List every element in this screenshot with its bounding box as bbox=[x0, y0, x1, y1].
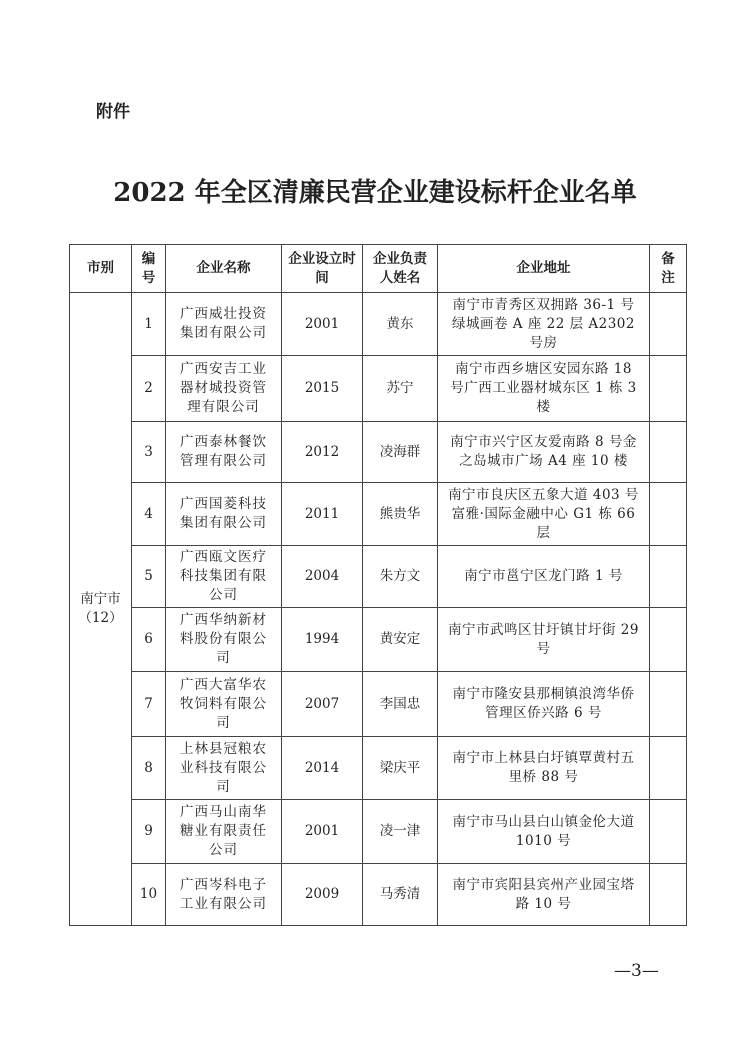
row-leader: 熊贵华 bbox=[363, 483, 438, 546]
row-remark bbox=[650, 546, 687, 608]
row-founded: 2015 bbox=[282, 356, 363, 422]
row-leader: 马秀清 bbox=[363, 864, 438, 926]
row-num: 8 bbox=[132, 737, 166, 800]
row-num: 10 bbox=[132, 864, 166, 926]
header-name: 企业名称 bbox=[166, 245, 282, 293]
row-remark bbox=[650, 422, 687, 483]
table-row bbox=[70, 608, 687, 672]
row-remark bbox=[650, 737, 687, 800]
row-leader: 凌一津 bbox=[363, 800, 438, 864]
row-founded: 2001 bbox=[282, 293, 363, 356]
city-name: 南宁市 bbox=[80, 591, 121, 607]
row-founded: 2007 bbox=[282, 672, 363, 737]
row-name: 广西大富华农牧饲料有限公司 bbox=[166, 672, 282, 737]
enterprise-table bbox=[69, 244, 687, 926]
row-name: 广西岑科电子工业有限公司 bbox=[166, 864, 282, 926]
header-founded: 企业设立时间 bbox=[282, 245, 363, 293]
row-remark bbox=[650, 672, 687, 737]
row-leader: 黄东 bbox=[363, 293, 438, 356]
row-address: 南宁市兴宁区友爱南路 8 号金之岛城市广场 A4 座 10 楼 bbox=[438, 422, 650, 483]
page-title: 2022 年全区清廉民营企业建设标杆企业名单 bbox=[113, 178, 637, 208]
row-leader: 朱方文 bbox=[363, 546, 438, 608]
row-remark bbox=[650, 356, 687, 422]
table-row bbox=[70, 483, 687, 546]
row-num: 9 bbox=[132, 800, 166, 864]
header-remark: 备注 bbox=[650, 245, 687, 293]
row-address: 南宁市青秀区双拥路 36-1 号绿城画卷 A 座 22 层 A2302 号房 bbox=[438, 293, 650, 356]
row-num: 2 bbox=[132, 356, 166, 422]
table-row bbox=[70, 864, 687, 926]
row-name: 广西华纳新材料股份有限公司 bbox=[166, 608, 282, 672]
row-num: 4 bbox=[132, 483, 166, 546]
table-row bbox=[70, 800, 687, 864]
row-remark bbox=[650, 864, 687, 926]
row-leader: 黄安定 bbox=[363, 608, 438, 672]
row-name: 广西泰林餐饮管理有限公司 bbox=[166, 422, 282, 483]
table-header-row bbox=[70, 245, 687, 293]
table-row bbox=[70, 672, 687, 737]
row-address: 南宁市宾阳县宾州产业园宝塔路 10 号 bbox=[438, 864, 650, 926]
row-founded: 2001 bbox=[282, 800, 363, 864]
row-leader: 凌海群 bbox=[363, 422, 438, 483]
page-number: —3— bbox=[614, 961, 659, 981]
row-remark bbox=[650, 608, 687, 672]
row-name: 广西国菱科技集团有限公司 bbox=[166, 483, 282, 546]
row-num: 1 bbox=[132, 293, 166, 356]
row-address: 南宁市武鸣区甘圩镇甘圩街 29 号 bbox=[438, 608, 650, 672]
row-leader: 梁庆平 bbox=[363, 737, 438, 800]
table-row bbox=[70, 356, 687, 422]
row-name: 广西瓯文医疗科技集团有限公司 bbox=[166, 546, 282, 608]
row-num: 3 bbox=[132, 422, 166, 483]
row-remark bbox=[650, 483, 687, 546]
row-remark bbox=[650, 800, 687, 864]
table-row bbox=[70, 422, 687, 483]
row-num: 7 bbox=[132, 672, 166, 737]
header-num: 编号 bbox=[132, 245, 166, 293]
header-address: 企业地址 bbox=[438, 245, 650, 293]
header-city: 市别 bbox=[70, 245, 132, 293]
table-row bbox=[70, 546, 687, 608]
row-address: 南宁市隆安县那桐镇浪湾华侨管理区侨兴路 6 号 bbox=[438, 672, 650, 737]
city-count: （12） bbox=[78, 610, 123, 626]
table-row bbox=[70, 293, 687, 356]
row-name: 上林县冠粮农业科技有限公司 bbox=[166, 737, 282, 800]
row-name: 广西安吉工业器材城投资管理有限公司 bbox=[166, 356, 282, 422]
row-founded: 2011 bbox=[282, 483, 363, 546]
row-founded: 2004 bbox=[282, 546, 363, 608]
row-address: 南宁市西乡塘区安园东路 18 号广西工业器材城东区 1 栋 3 楼 bbox=[438, 356, 650, 422]
table-row bbox=[70, 737, 687, 800]
row-founded: 1994 bbox=[282, 608, 363, 672]
row-address: 南宁市上林县白圩镇覃黄村五里桥 88 号 bbox=[438, 737, 650, 800]
row-leader: 李国忠 bbox=[363, 672, 438, 737]
row-num: 5 bbox=[132, 546, 166, 608]
city-cell bbox=[70, 293, 132, 926]
row-founded: 2012 bbox=[282, 422, 363, 483]
row-remark bbox=[650, 293, 687, 356]
row-address: 南宁市马山县白山镇金伦大道 1010 号 bbox=[438, 800, 650, 864]
row-address: 南宁市良庆区五象大道 403 号富雅·国际金融中心 G1 栋 66 层 bbox=[438, 483, 650, 546]
row-name: 广西马山南华糖业有限责任公司 bbox=[166, 800, 282, 864]
row-address: 南宁市邕宁区龙门路 1 号 bbox=[438, 546, 650, 608]
row-founded: 2009 bbox=[282, 864, 363, 926]
row-num: 6 bbox=[132, 608, 166, 672]
attachment-label: 附件 bbox=[96, 102, 130, 122]
row-founded: 2014 bbox=[282, 737, 363, 800]
header-leader: 企业负责人姓名 bbox=[363, 245, 438, 293]
row-leader: 苏宁 bbox=[363, 356, 438, 422]
row-name: 广西威壮投资集团有限公司 bbox=[166, 293, 282, 356]
